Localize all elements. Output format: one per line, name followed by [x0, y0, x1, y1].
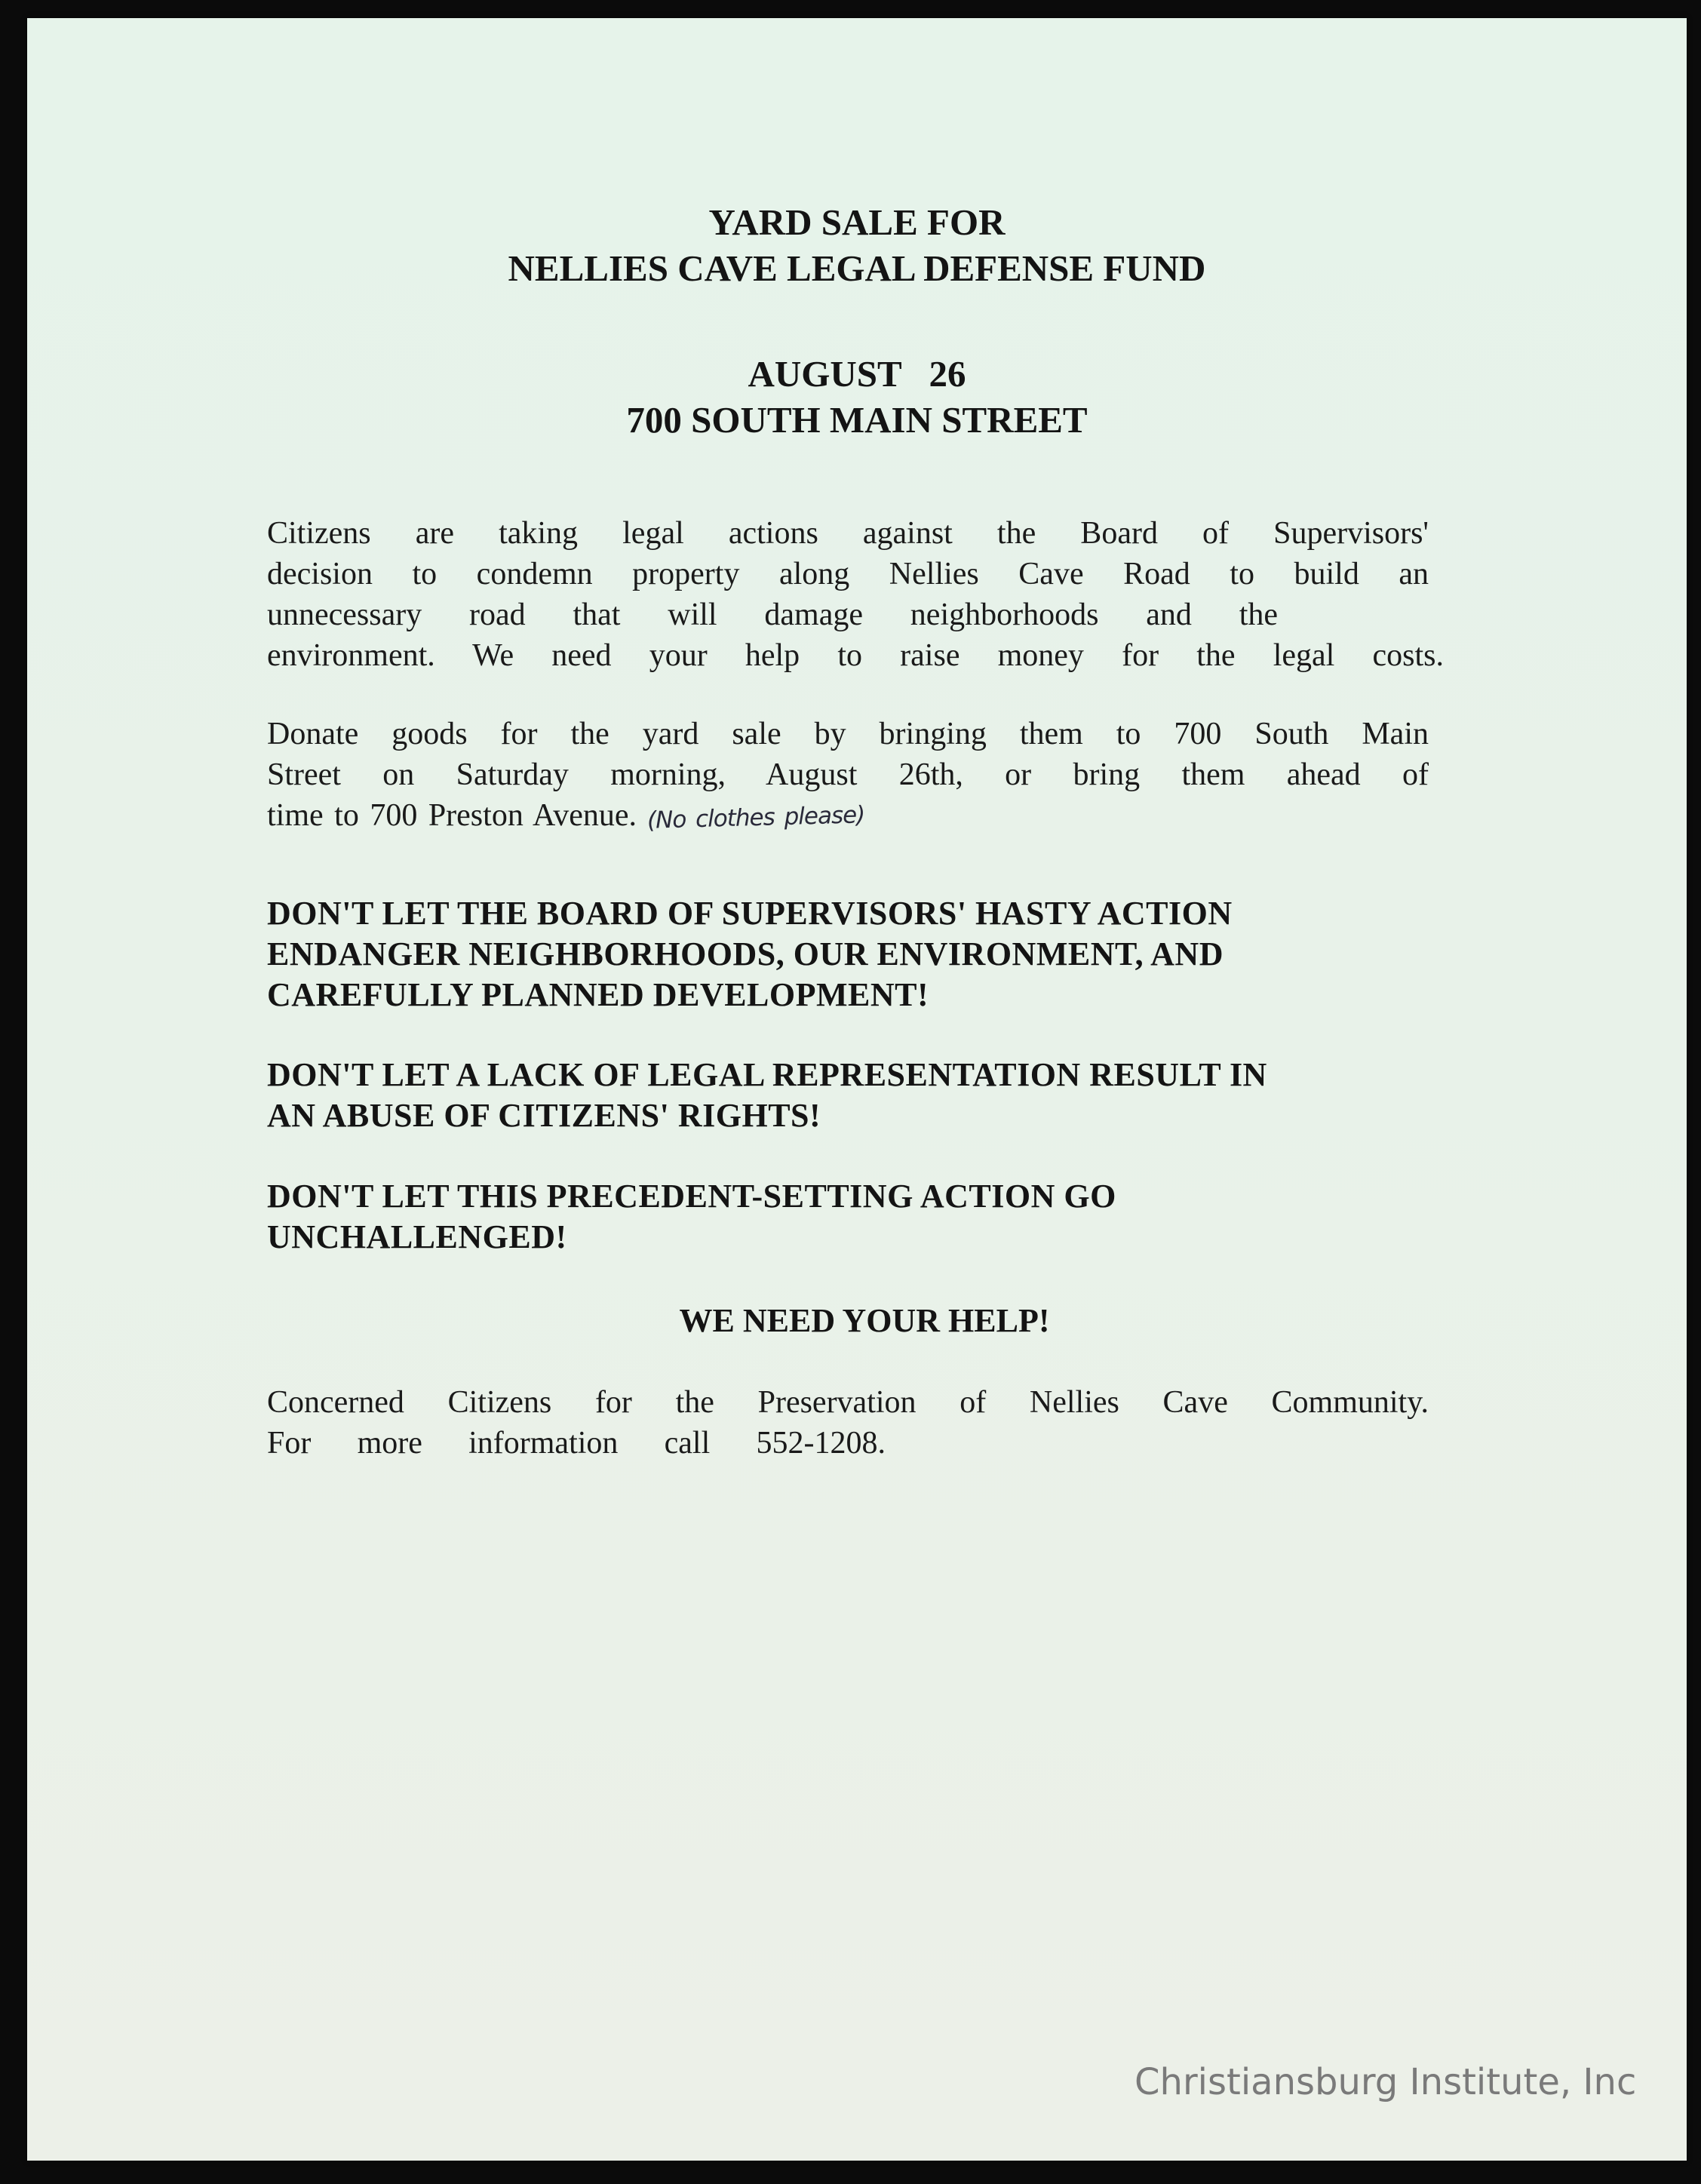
intro-paragraph — [267, 513, 1444, 676]
event-date: AUGUST 26 — [748, 353, 966, 395]
appeal-line: ENDANGER NEIGHBORHOODS, OUR ENVIRONMENT, AND — [267, 935, 1224, 972]
appeal-2 — [267, 1055, 1444, 1136]
appeal-3 — [267, 1176, 1444, 1258]
appeal-line: DON'T LET THIS PRECEDENT-SETTING ACTION GO — [267, 1178, 1116, 1215]
appeal-line: DON'T LET THE BOARD OF SUPERVISORS' HASTY ACTION — [267, 895, 1233, 932]
donate-line-last — [267, 795, 1429, 838]
event-block — [27, 351, 1687, 443]
footer-line: Concerned Citizens for the Preservation of Nellies Cave Community. — [267, 1385, 1429, 1420]
intro-line: decision to condemn property along Nellies Cave Road to build an — [267, 557, 1429, 591]
title-block — [27, 199, 1687, 291]
footer-line: For more information call 552-1208. — [267, 1426, 886, 1461]
appeal-line: UNCHALLENGED! — [267, 1218, 567, 1255]
title-line-1: YARD SALE FOR — [708, 201, 1006, 243]
donate-line: Street on Saturday morning, August 26th, or bring them ahead of — [267, 757, 1429, 792]
donate-line: time to 700 Preston Avenue. — [267, 798, 637, 833]
intro-line: unnecessary road that will damage neighborhoods and the — [267, 597, 1278, 632]
intro-line: Citizens are taking legal actions against the Board of Supervisors' — [267, 516, 1429, 551]
intro-line: environment. We need your help to raise money for the legal costs. — [267, 638, 1444, 673]
event-address: 700 SOUTH MAIN STREET — [626, 399, 1088, 441]
footer-paragraph — [267, 1382, 1429, 1464]
handwritten-note: (No clothes please) — [646, 801, 865, 834]
donate-line: Donate goods for the yard sale by bringing them to 700 South Main — [267, 717, 1429, 751]
appeal-1 — [267, 893, 1444, 1015]
appeal-line: CAREFULLY PLANNED DEVELOPMENT! — [267, 976, 929, 1013]
title-line-2: NELLIES CAVE LEGAL DEFENSE FUND — [508, 247, 1206, 289]
archive-watermark: Christiansburg Institute, Inc — [1135, 2061, 1637, 2103]
appeal-line: AN ABUSE OF CITIZENS' RIGHTS! — [267, 1097, 821, 1134]
help-heading: WE NEED YOUR HELP! — [679, 1302, 1050, 1339]
flyer-page — [27, 18, 1687, 2161]
appeal-line: DON'T LET A LACK OF LEGAL REPRESENTATION RESULT IN — [267, 1056, 1267, 1093]
donate-paragraph — [267, 714, 1429, 838]
